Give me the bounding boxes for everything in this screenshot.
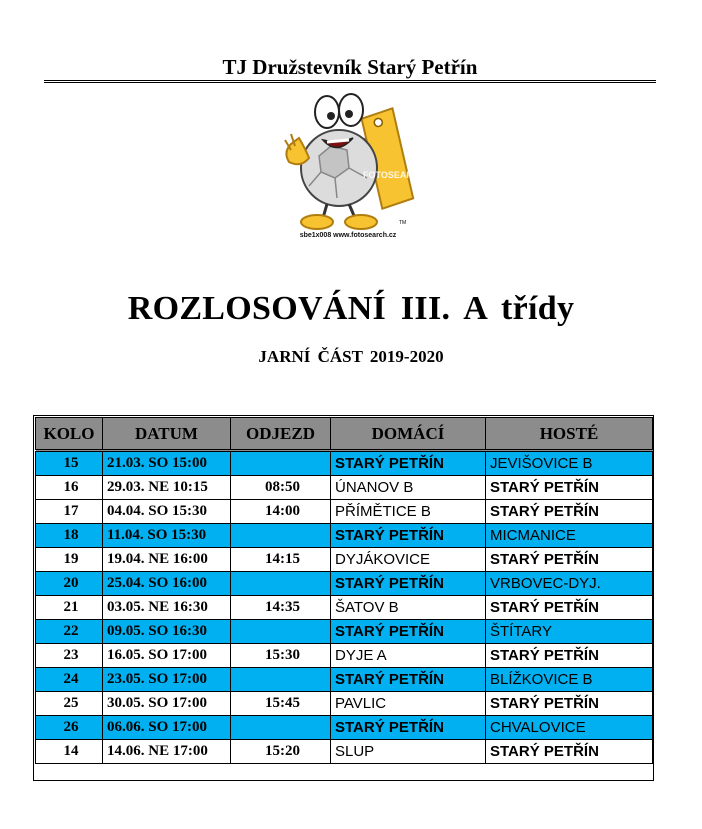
watermark-text: sbe1x008 www.fotosearch.cz: [299, 232, 397, 239]
round-cell: 18: [36, 524, 103, 548]
away-team-cell: BLÍŽKOVICE B: [486, 668, 653, 692]
round-cell: 20: [36, 572, 103, 596]
schedule-table: [35, 417, 653, 764]
table-row: [36, 716, 653, 740]
date-cell: 04.04. SO 15:30: [103, 500, 231, 524]
away-team-cell: MICMANICE: [486, 524, 653, 548]
column-header-domácí: DOMÁCÍ: [331, 418, 486, 451]
date-cell: 03.05. NE 16:30: [103, 596, 231, 620]
home-team-cell: PŘÍMĚTICE B: [331, 500, 486, 524]
date-cell: 23.05. SO 17:00: [103, 668, 231, 692]
departure-cell: 15:45: [231, 692, 331, 716]
away-team-cell: STARÝ PETŘÍN: [486, 476, 653, 500]
round-cell: 22: [36, 620, 103, 644]
table-row: [36, 740, 653, 764]
home-team-cell: ŠATOV B: [331, 596, 486, 620]
away-team-cell: STARÝ PETŘÍN: [486, 692, 653, 716]
table-row: [36, 620, 653, 644]
column-header-datum: DATUM: [103, 418, 231, 451]
departure-cell: [231, 716, 331, 740]
away-team-cell: STARÝ PETŘÍN: [486, 740, 653, 764]
date-cell: 29.03. NE 10:15: [103, 476, 231, 500]
date-cell: 19.04. NE 16:00: [103, 548, 231, 572]
departure-cell: [231, 620, 331, 644]
home-team-cell: STARÝ PETŘÍN: [331, 620, 486, 644]
schedule-body: [36, 451, 653, 764]
home-team-cell: STARÝ PETŘÍN: [331, 451, 486, 476]
round-cell: 24: [36, 668, 103, 692]
away-team-cell: STARÝ PETŘÍN: [486, 500, 653, 524]
round-cell: 14: [36, 740, 103, 764]
table-row: [36, 451, 653, 476]
table-row: [36, 572, 653, 596]
away-team-cell: STARÝ PETŘÍN: [486, 548, 653, 572]
date-cell: 21.03. SO 15:00: [103, 451, 231, 476]
svg-text:TM: TM: [399, 220, 407, 226]
round-cell: 17: [36, 500, 103, 524]
column-header-hosté: HOSTÉ: [486, 418, 653, 451]
table-row: [36, 524, 653, 548]
round-cell: 19: [36, 548, 103, 572]
round-cell: 26: [36, 716, 103, 740]
fotosearch-logo-text: FOTOSEARCH: [363, 170, 426, 180]
away-team-cell: VRBOVEC-DYJ.: [486, 572, 653, 596]
table-row: [36, 548, 653, 572]
subtitle: JARNÍ ČÁST 2019-2020: [258, 347, 444, 366]
table-row: [36, 644, 653, 668]
column-header-odjezd: ODJEZD: [231, 418, 331, 451]
departure-cell: 15:20: [231, 740, 331, 764]
mascot-ball-with-tag-icon: [279, 86, 426, 238]
home-team-cell: STARÝ PETŘÍN: [331, 668, 486, 692]
round-cell: 25: [36, 692, 103, 716]
date-cell: 16.05. SO 17:00: [103, 644, 231, 668]
date-cell: 11.04. SO 15:30: [103, 524, 231, 548]
table-row: [36, 596, 653, 620]
home-team-cell: PAVLIC: [331, 692, 486, 716]
departure-cell: [231, 668, 331, 692]
away-team-cell: STARÝ PETŘÍN: [486, 596, 653, 620]
date-cell: 06.06. SO 17:00: [103, 716, 231, 740]
column-header-kolo: KOLO: [36, 418, 103, 451]
home-team-cell: STARÝ PETŘÍN: [331, 524, 486, 548]
home-team-cell: SLUP: [331, 740, 486, 764]
departure-cell: [231, 524, 331, 548]
away-team-cell: STARÝ PETŘÍN: [486, 644, 653, 668]
round-cell: 15: [36, 451, 103, 476]
round-cell: 21: [36, 596, 103, 620]
home-team-cell: DYJE A: [331, 644, 486, 668]
departure-cell: [231, 572, 331, 596]
table-row: [36, 500, 653, 524]
departure-cell: 15:30: [231, 644, 331, 668]
table-row: [36, 668, 653, 692]
away-team-cell: ŠTÍTARY: [486, 620, 653, 644]
departure-cell: 14:35: [231, 596, 331, 620]
departure-cell: 14:15: [231, 548, 331, 572]
date-cell: 25.04. SO 16:00: [103, 572, 231, 596]
away-team-cell: JEVIŠOVICE B: [486, 451, 653, 476]
departure-cell: [231, 451, 331, 476]
round-cell: 23: [36, 644, 103, 668]
table-row: [36, 476, 653, 500]
home-team-cell: STARÝ PETŘÍN: [331, 572, 486, 596]
table-row: [36, 692, 653, 716]
main-title: ROZLOSOVÁNÍ III. A třídy: [127, 290, 575, 327]
home-team-cell: STARÝ PETŘÍN: [331, 716, 486, 740]
away-team-cell: CHVALOVICE: [486, 716, 653, 740]
home-team-cell: DYJÁKOVICE: [331, 548, 486, 572]
club-title: TJ Družstevník Starý Petřín: [222, 55, 478, 79]
date-cell: 14.06. NE 17:00: [103, 740, 231, 764]
date-cell: 30.05. SO 17:00: [103, 692, 231, 716]
round-cell: 16: [36, 476, 103, 500]
title-divider: [44, 80, 656, 83]
table-header-row: [36, 418, 653, 451]
home-team-cell: ÚNANOV B: [331, 476, 486, 500]
departure-cell: 08:50: [231, 476, 331, 500]
date-cell: 09.05. SO 16:30: [103, 620, 231, 644]
departure-cell: 14:00: [231, 500, 331, 524]
